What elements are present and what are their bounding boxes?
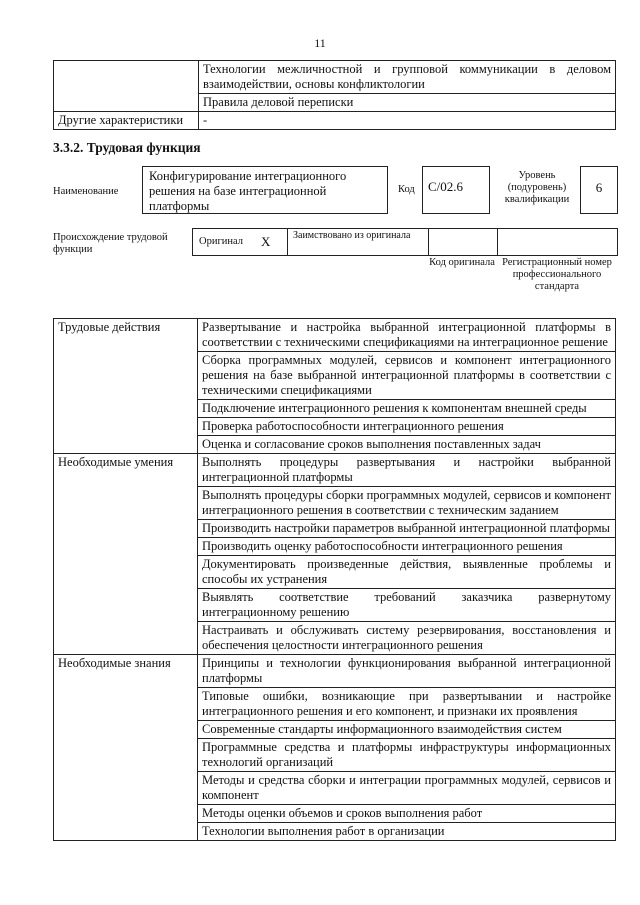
original-mark: X [261,234,271,249]
table-cell: Настраивать и обслуживать систему резервирования, восстановления и обеспечения целостности интеграционного решения [198,622,616,655]
original-label: Оригинал [199,236,243,247]
table-cell: Проверка работоспособности интеграционного решения [198,418,616,436]
table-cell: Типовые ошибки, возникающие при развертывании и настройке интеграционного решения и его компонент, и признаки их проявления [198,688,616,721]
borrowed-box [287,228,429,256]
borrowed-label: Заимствовано из оригинала [293,230,411,241]
original-code-caption: Код оригинала [429,257,495,268]
table-cell: Производить настройки параметров выбранной интеграционной платформы [198,520,616,538]
table-cell: Методы оценки объемов и сроков выполнения работ [198,805,616,823]
table-cell: Развертывание и настройка выбранной интеграционной платформы в соответствии с техническими спецификациями на интеграционное решение [198,319,616,352]
labor-function-table [53,318,616,841]
original-code-box [428,228,498,256]
origin-label: Происхождение трудовой функции [53,232,168,255]
table-cell: Выявлять соответствие требований заказчика развернутому интеграционному решению [198,589,616,622]
level-value: 6 [595,180,603,195]
other-characteristics-value: - [199,112,616,130]
code-value: C/02.6 [428,179,464,194]
empty-cell [54,61,199,112]
table-cell: Выполнять процедуры сборки программных модулей, сервисов и компонент интеграционного решения в соответствии с техническим заданием [198,487,616,520]
top-table [53,60,616,130]
table-cell: Программные средства и платформы инфраструктуры информационных технологий организаций [198,739,616,772]
function-name: Конфигурирование интеграционного решения на базе интеграционной платформы [149,169,347,213]
other-characteristics-label: Другие характеристики [54,112,199,130]
table-cell: Производить оценку работоспособности интеграционного решения [198,538,616,556]
section-title: 3.3.2. Трудовая функция [53,140,201,155]
function-name-box [142,166,388,214]
group-title-skills: Необходимые умения [54,454,198,655]
original-box [192,228,288,256]
table-cell: Оценка и согласование сроков выполнения поставленных задач [198,436,616,454]
table-cell: Документировать произведенные действия, выявленные проблемы и способы их устранения [198,556,616,589]
table-cell: Технологии межличностной и групповой коммуникации в деловом взаимодействии, основы конфликтологии [199,61,616,94]
code-box [422,166,490,214]
code-label: Код [398,184,415,195]
table-cell: Выполнять процедуры развертывания и настройки выбранной интеграционной платформы [198,454,616,487]
level-box [580,166,618,214]
table-cell: Правила деловой переписки [199,94,616,112]
name-label: Наименование [53,186,119,197]
level-label: Уровень (подуровень) квалификации [504,170,570,205]
group-title-actions: Трудовые действия [54,319,198,454]
table-cell: Сборка программных модулей, сервисов и компонент интеграционного решения на базе выбранной интеграционной платформы в соответствии с техническими спецификациями [198,352,616,400]
table-cell: Методы и средства сборки и интеграции программных модулей, сервисов и компонент [198,772,616,805]
reg-number-caption: Регистрационный номер профессионального стандарта [502,257,612,292]
reg-number-box [497,228,618,256]
table-cell: Подключение интеграционного решения к компонентам внешней среды [198,400,616,418]
table-cell: Принципы и технологии функционирования выбранной интеграционной платформы [198,655,616,688]
table-cell: Технологии выполнения работ в организации [198,823,616,841]
page-number: 11 [314,36,326,50]
table-cell: Современные стандарты информационного взаимодействия систем [198,721,616,739]
group-title-knowledge: Необходимые знания [54,655,198,841]
